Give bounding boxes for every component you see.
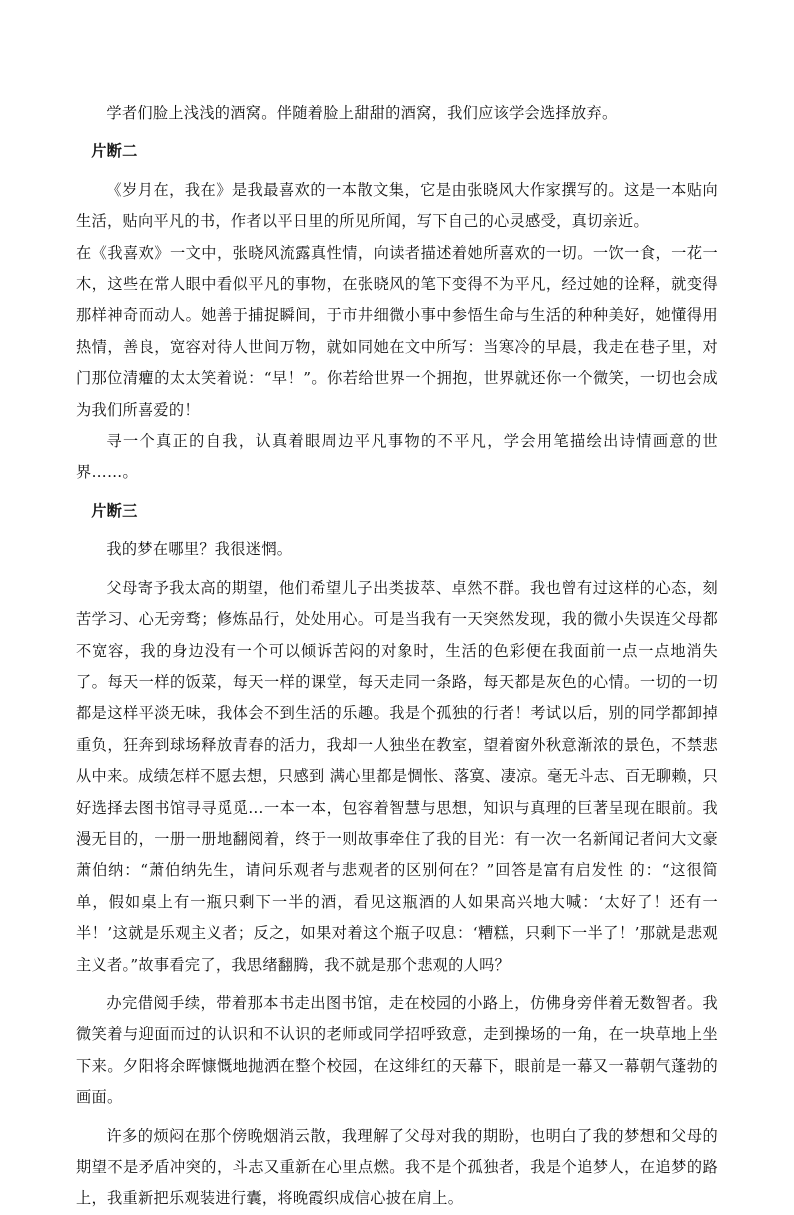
section-heading-3: 片断三 <box>91 501 138 520</box>
paragraph: 父母寄予我太高的期望，他们希望儿子出类拔萃、卓然不群。我也曾有过这样的心态，刻苦学习、心无旁骛；修炼品行，处处用心。可是当我有一天突然发现，我的微小失误连父母都不宽容，我的身边没有一个可以倾诉苦闷的对象时，生活的色彩便在我面前一点一点地消失了。每天一样的饭菜，每天一样的课堂，每天走同一条路，每天都是灰色的心情。一切的一切都是这样平淡无味，我体会不到生活的乐趣。我是个孤独的行者！考试以后，别的同学都卸掉重负，狂奔到球场释放青春的活力，我却一人独坐在教室，望着窗外秋意渐浓的景色，不禁悲从中来。成绩怎样不愿去想，只感到 满心里都是惆怅、落寞、凄凉。毫无斗志、百无聊赖，只好选择去图书馆寻寻觅觅…一本一本，包容着智慧与思想，知识与真理的巨著呈现在眼前。我漫无目的，一册一册地翻阅着，终于一则故事牵住了我的目光：有一次一名新闻记者问大文豪萧伯纳：“萧伯纳先生，请问乐观者与悲观者的区别何在？”回答是富有启发性 的：“这很简单，假如桌上有一瓶只剩下一半的酒，看见这瓶酒的人如果高兴地大喊：‘太好了！还有一半！’这就是乐观主义者；反之，如果对着这个瓶子叹息：‘糟糕，只剩下一半了！’那就是悲观主义者。”故事看完了，我思绪翻腾，我不就是那个悲观的人吗？ <box>76 578 718 974</box>
paragraph: 寻一个真正的自我，认真着眼周边平凡事物的不平凡，学会用笔描绘出诗情画意的世界……。 <box>76 432 718 482</box>
paragraph: 许多的烦闷在那个傍晚烟消云散，我理解了父母对我的期盼，也明白了我的梦想和父母的期望不是矛盾冲突的，斗志又重新在心里点燃。我不是个孤独者，我是个追梦人，在追梦的路上，我重新把乐观装进行囊，将晚霞织成信心披在肩上。 <box>76 1126 718 1208</box>
paragraph: 在《我喜欢》一文中，张晓风流露真性情，向读者描述着她所喜欢的一切。一饮一食，一花一木，这些在常人眼中看似平凡的事物，在张晓风的笔下变得不为平凡，经过她的诠释，就变得那样神奇而动人。她善于捕捉瞬间，于市井细微小事中参悟生命与生活的种种美好，她懂得用热情，善良，宽容对待人世间万物，就如同她在文中所写：当寒冷的早晨，我走在巷子里，对门那位清癯的太太笑着说：“早！”。你若给世界一个拥抱，世界就还你一个微笑，一切也会成为我们所喜爱的！ <box>76 243 718 419</box>
paragraph: 我的梦在哪里？我很迷惘。 <box>106 540 293 559</box>
paragraph: 办完借阅手续，带着那本书走出图书馆，走在校园的小路上，仿佛身旁伴着无数智者。我微笑着与迎面而过的认识和不认识的老师或同学招呼致意，走到操场的一角，在一块草地上坐下来。夕阳将余晖慷慨地抛洒在整个校园，在这绯红的天幕下，眼前是一幕又一幕朝气蓬勃的画面。 <box>76 993 718 1107</box>
paragraph: 《岁月在，我在》是我最喜欢的一本散文集，它是由张晓风大作家撰写的。这是一本贴向生活，贴向平凡的书，作者以平日里的所见所闻，写下自己的心灵感受，真切亲近。 <box>76 180 718 231</box>
document-body <box>76 98 718 1215</box>
paragraph-continued: 学者们脸上浅浅的酒窝。伴随着脸上甜甜的酒窝，我们应该学会选择放弃。 <box>106 104 618 122</box>
section-heading-2: 片断二 <box>91 142 138 161</box>
